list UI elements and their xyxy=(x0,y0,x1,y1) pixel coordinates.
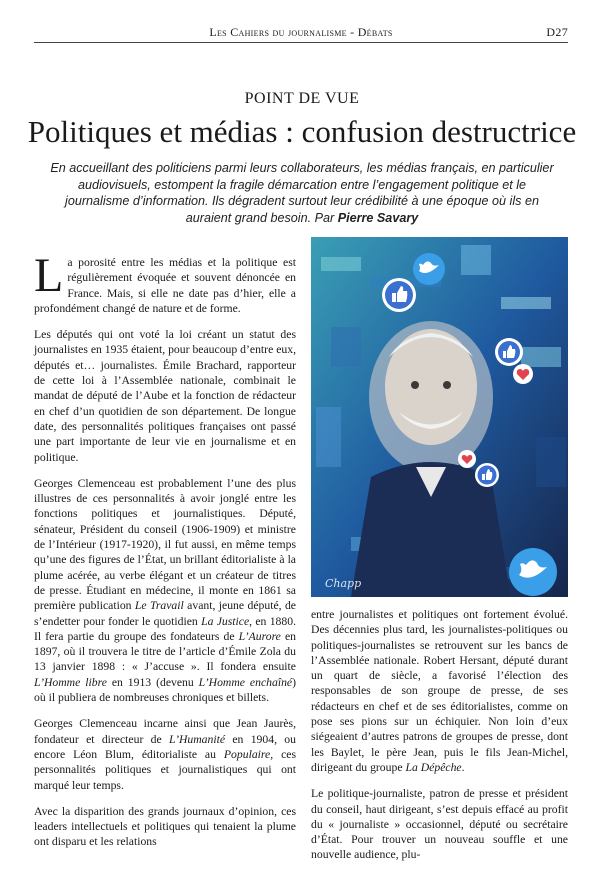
p3-title-la-justice: La Justice xyxy=(201,614,250,628)
paragraph-r2: Le politique-journaliste, patron de presse et président du conseil, haut dirigeant, s’est depuis effacé au profit du « journaliste » occasionnel, député ou secrétaire d’État. Pour trouver un nouveau souffle et une nouvelle audience, plu- xyxy=(311,787,568,862)
p3-title-aurore: L’Aurore xyxy=(238,629,281,643)
page-number: D27 xyxy=(546,25,568,39)
like-icon xyxy=(382,278,416,312)
paragraph-1-text: a porosité entre les médias et la politique est régulièrement évoquée et souvent dénoncée en France. Mais, si elle ne date pas d’hier, elle a profondément changé de nature et de forme. xyxy=(34,256,296,315)
p4-text-a: Georges Clemenceau incarne ainsi que Jean Jaurès, fondateur et directeur de xyxy=(34,717,296,746)
left-column xyxy=(34,249,297,861)
p4-text-c: en 1904, ou encore Léon Blum, éditorialiste au xyxy=(34,732,296,761)
p4-text-e: , ces personnalités politiques et journalistiques qui ont marqué leur temps. xyxy=(34,747,296,792)
r1-text-c: . xyxy=(461,760,465,774)
p3-text-c: avant, jeune député, de s’endetter pour fonder le quotidien xyxy=(34,599,296,628)
like-icon xyxy=(495,338,523,366)
publication-name: Les Cahiers du journalisme - Débats xyxy=(209,25,393,39)
p3-text-g: en 1897, où il trouvera le titre de l’article d’Émile Zola du 13 janvier 1898 : « J’accuse ». Il fondera ensuite xyxy=(34,629,296,674)
illustrator-signature: Chapp xyxy=(325,577,362,590)
right-column xyxy=(311,607,568,874)
twitter-icon xyxy=(413,253,445,285)
article-kicker: POINT DE VUE xyxy=(244,90,360,107)
p3-text-a: Georges Clemenceau est probablement l’une des plus illustres de ces personnalités à avoir jonglé entre les fonctions politiques et journalistiques. Député, sénateur, Président du conseil (1906-1909) et ministre de l’Intérieur (1917-1920), il fut aussi, en même temps qu’une des figures de l’État, un brillant éditorialiste à la plume acérée, au verbe élégant et un créateur de titres de presse. Étudiant en médecine, il monte en 1861 sa première publication xyxy=(34,476,296,613)
paragraph-3 xyxy=(34,476,296,705)
drop-cap: L xyxy=(34,249,64,302)
article-standfirst xyxy=(46,160,558,226)
running-header xyxy=(34,20,568,43)
p3-text-i: en 1913 (devenu xyxy=(106,675,199,689)
heart-icon xyxy=(513,364,533,384)
author-name: Pierre Savary xyxy=(337,210,419,225)
illustration-clemenceau xyxy=(311,237,568,597)
paragraph-r1 xyxy=(311,607,568,775)
paragraph-5: Avec la disparition des grands journaux d’opinion, ces leaders intellectuels et politiques qui tenaient la plume ont disparu et les relations xyxy=(34,804,296,849)
p3-title-homme-libre: L’Homme libre xyxy=(34,675,107,689)
p3-title-le-travail: Le Travail xyxy=(134,599,184,613)
p4-title-populaire: Populaire xyxy=(223,747,271,761)
r1-title-depeche: La Dépêche xyxy=(405,760,462,774)
illustration-svg xyxy=(311,237,568,597)
paragraph-1 xyxy=(34,249,296,316)
article-title: Politiques et médias : confusion destructrice xyxy=(27,114,577,149)
p3-text-e: , en 1880. Il fera partie du groupe des fondateurs de xyxy=(34,614,296,643)
p4-title-humanite: L’Humanité xyxy=(169,732,226,746)
p3-title-homme-enchaine: L’Homme enchaîné xyxy=(198,675,293,689)
paragraph-2: Les députés qui ont voté la loi créant un statut des journalistes en 1935 étaient, pour beaucoup d’entre eux, députés et… journalistes. Émile Brachard, rapporteur de cette loi à l’Assemblée nationale, combinait le mandat de député de l’Aube et la fonction de rédacteur en chef d’un quotidien de son département. De longue date, des personnalités politiques françaises ont passé une part importante de leur vie en journalisme et en politique. xyxy=(34,328,296,464)
standfirst-text: En accueillant des politiciens parmi leurs collaborateurs, les médias français, en particulier audiovisuels, estompent la fragile démarcation entre l’engagement politique et le journalisme d’information. Ils dégradent surtout leur crédibilité à une époque où ils en auraient grand besoin. Par xyxy=(50,161,554,225)
twitter-icon xyxy=(509,548,557,596)
paragraph-4 xyxy=(34,716,296,792)
like-icon xyxy=(475,463,499,487)
p3-text-k: ) où il publiera de nombreuses chroniques et billets. xyxy=(34,675,297,705)
r1-text-a: entre journalistes et politiques ont fortement évolué. Des décennies plus tard, les journalistes-politiques ou politiques-journalistes se retrouvent sur les bancs de l’Assemblée nationale. Robert Hersant, député durant un quart de siècle, a favorisé l’élection des responsables de son groupe de presse, de ses rédacteurs en chef et de ses éditorialistes, comme on pose ses pions sur un échiquier. Non loin d’eux siégeaient d’autres patrons de groupes de presse, dont les Baylet, le père Jean, puis le fils Jean-Michel, dirigeant du groupe xyxy=(311,608,568,774)
heart-icon xyxy=(458,450,476,468)
